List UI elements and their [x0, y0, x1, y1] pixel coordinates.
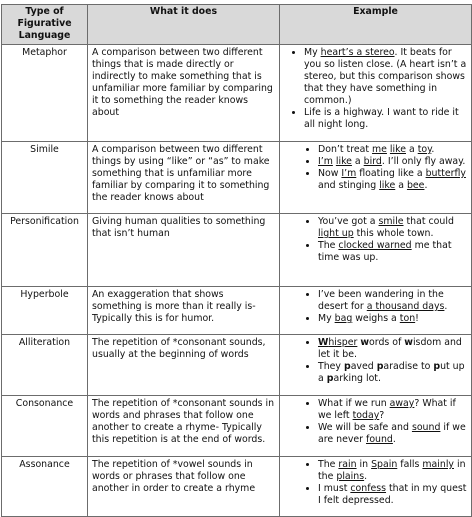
- example-text: Life is a highway. I want to ride it all night long.: [304, 107, 459, 130]
- row-type: Consonance: [2, 396, 88, 457]
- header-what-it-does: What it does: [88, 5, 280, 45]
- row-examples: [280, 142, 472, 214]
- example-text: mainly: [422, 459, 454, 470]
- example-item: [318, 144, 467, 156]
- example-text: w: [404, 337, 413, 348]
- example-text: rain: [338, 459, 357, 470]
- example-item: [318, 313, 467, 325]
- row-personification: [2, 214, 472, 287]
- example-item: [318, 240, 467, 264]
- example-list: [284, 398, 467, 446]
- row-consonance: [2, 396, 472, 457]
- example-text: They: [318, 361, 344, 372]
- example-text: W: [318, 337, 329, 348]
- example-text: The: [318, 459, 339, 470]
- example-text: .: [444, 301, 448, 312]
- row-description: Giving human qualities to something that isn’t human: [88, 214, 280, 287]
- example-text: clocked warned: [338, 240, 412, 251]
- example-text: found: [366, 434, 393, 445]
- header-example: Example: [280, 5, 472, 45]
- figurative-language-table: [1, 4, 472, 517]
- example-text: a: [406, 144, 418, 155]
- example-item: [318, 216, 467, 240]
- example-text: a: [351, 156, 364, 167]
- header-type: Type of Figurative Language: [2, 5, 88, 45]
- example-text: We will be safe and: [318, 422, 412, 433]
- example-text: if we are never: [318, 422, 466, 445]
- row-examples: [280, 457, 472, 517]
- row-description: The repetition of *consonant sounds in words and phrases that follow one another to create a rhyme- Typically this repetition is at the end of words.: [88, 396, 280, 457]
- header-row: [2, 5, 472, 45]
- example-text: toy: [417, 144, 432, 155]
- row-examples: [280, 287, 472, 335]
- example-text: .: [364, 471, 368, 482]
- example-text: floating like a: [356, 168, 426, 179]
- example-text: Spain: [371, 459, 398, 470]
- example-text: that could: [403, 216, 454, 227]
- row-hyperbole: [2, 287, 472, 335]
- example-text: weighs a: [352, 313, 400, 324]
- example-item: [304, 47, 467, 107]
- example-text: I must: [318, 483, 351, 494]
- example-item: [318, 422, 467, 446]
- example-text: .: [431, 144, 435, 155]
- example-text: hisper: [328, 337, 358, 348]
- example-text: light up: [318, 228, 354, 239]
- row-description: An exaggeration that shows something is more than it really is- Typically this is for humor.: [88, 287, 280, 335]
- example-text: sound: [411, 422, 441, 433]
- example-item: [304, 107, 467, 131]
- example-text: a thousand days: [366, 301, 445, 312]
- example-text: bird: [363, 156, 382, 167]
- example-text: My: [304, 47, 321, 58]
- example-text: I’m: [318, 156, 333, 167]
- example-text: away: [389, 398, 415, 409]
- example-text: What if we run: [318, 398, 390, 409]
- example-item: [318, 361, 467, 385]
- example-text: isdom and let it be.: [318, 337, 462, 360]
- row-description: A comparison between two different things by using “like” or “as” to make something that is unfamiliar more familiar by comparing it to something the reader knows about: [88, 142, 280, 214]
- example-text: aved: [350, 361, 377, 372]
- example-text: ords of: [369, 337, 405, 348]
- row-alliteration: [2, 335, 472, 396]
- example-text: in: [356, 459, 372, 470]
- example-text: I’m: [341, 168, 357, 179]
- example-text: p: [343, 361, 351, 372]
- example-text: aradise to: [383, 361, 434, 372]
- example-text: smile: [378, 216, 404, 227]
- row-assonance: [2, 457, 472, 517]
- example-text: .: [392, 434, 396, 445]
- example-text: in the: [318, 459, 466, 482]
- example-list: [284, 459, 467, 507]
- example-text: today: [352, 410, 380, 421]
- row-examples: [280, 214, 472, 287]
- example-text: plains: [336, 471, 365, 482]
- example-item: [318, 398, 467, 422]
- example-list: [284, 47, 467, 131]
- example-text: . I’ll only fly away.: [381, 156, 466, 167]
- row-examples: [280, 335, 472, 396]
- example-text: w: [360, 337, 370, 348]
- example-text: arking lot.: [333, 373, 381, 384]
- example-list: [284, 144, 467, 192]
- example-list: [284, 289, 467, 325]
- row-type: Personification: [2, 214, 88, 287]
- example-text: this whole town.: [353, 228, 434, 239]
- row-examples: [280, 45, 472, 142]
- example-text: .: [424, 180, 428, 191]
- example-text: Don’t treat: [318, 144, 373, 155]
- example-text: !: [415, 313, 419, 324]
- row-type: Assonance: [2, 457, 88, 517]
- example-text: You’ve got a: [318, 216, 379, 227]
- row-metaphor: [2, 45, 472, 142]
- example-text: The: [318, 240, 339, 251]
- example-text: p: [326, 373, 334, 384]
- example-item: [318, 483, 467, 507]
- example-text: me: [372, 144, 387, 155]
- example-text: ? What if we left: [318, 398, 456, 421]
- example-text: ut up a: [318, 361, 465, 384]
- example-text: butterfly: [425, 168, 466, 179]
- example-text: that in my quest I felt depressed.: [318, 483, 467, 506]
- example-text: falls: [397, 459, 423, 470]
- row-description: A comparison between two different things that is made directly or indirectly to make something that is unfamiliar more familiar by comparing it to something the reader knows about: [88, 45, 280, 142]
- example-item: [318, 289, 467, 313]
- row-description: The repetition of *consonant sounds, usually at the beginning of words: [88, 335, 280, 396]
- example-item: [318, 168, 467, 192]
- row-type: Metaphor: [2, 45, 88, 142]
- row-description: The repetition of *vowel sounds in words or phrases that follow one another in order to create a rhyme: [88, 457, 280, 517]
- row-examples: [280, 396, 472, 457]
- example-text: a: [395, 180, 407, 191]
- example-text: and stinging: [318, 180, 380, 191]
- example-item: [318, 156, 467, 168]
- example-text: bag: [334, 313, 353, 324]
- example-text: confess: [350, 483, 387, 494]
- row-type: Simile: [2, 142, 88, 214]
- example-list: [284, 337, 467, 385]
- example-text: like: [379, 180, 396, 191]
- example-text: like: [335, 156, 352, 167]
- example-text: I’ve been wandering in the desert for: [318, 289, 444, 312]
- example-text: . It beats for you so listen close. (A heart isn’t a stereo, but this comparison shows that they have something in common.): [304, 47, 467, 106]
- example-item: [318, 337, 467, 361]
- row-simile: [2, 142, 472, 214]
- example-text: ton: [399, 313, 416, 324]
- row-type: Alliteration: [2, 335, 88, 396]
- example-text: My: [318, 313, 335, 324]
- example-text: p: [433, 361, 441, 372]
- example-text: like: [389, 144, 406, 155]
- example-text: Now: [318, 168, 342, 179]
- example-text: ?: [379, 410, 385, 421]
- example-text: p: [376, 361, 384, 372]
- example-list: [284, 216, 467, 264]
- example-text: me that time was up.: [318, 240, 452, 263]
- example-text: bee: [406, 180, 425, 191]
- example-text: heart’s a stereo: [320, 47, 395, 58]
- example-item: [318, 459, 467, 483]
- row-type: Hyperbole: [2, 287, 88, 335]
